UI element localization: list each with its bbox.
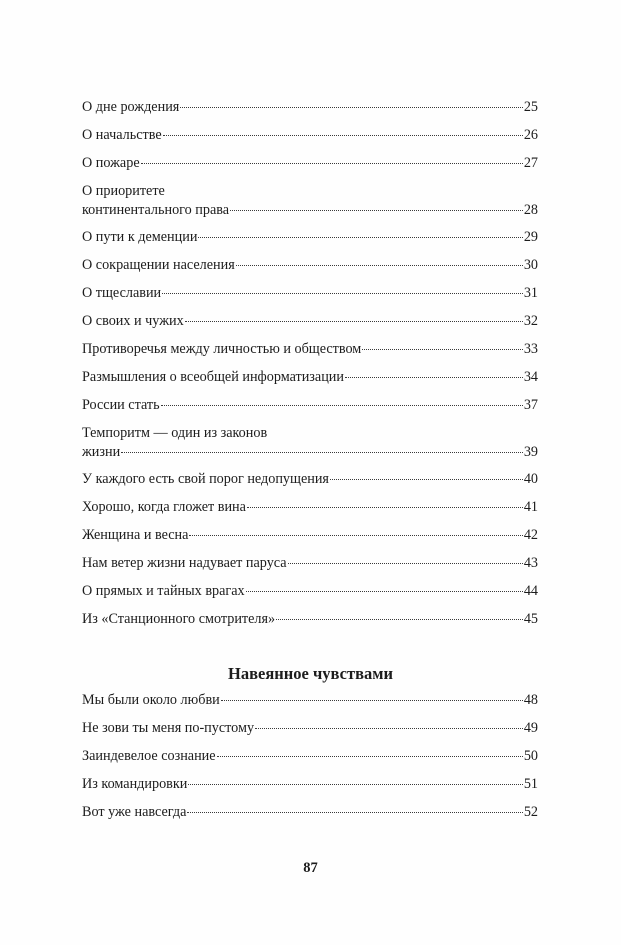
toc-entry[interactable] <box>82 555 538 572</box>
toc-entry-title: Противоречья между личностью и обществом <box>82 341 362 357</box>
toc-entry-page: 28 <box>523 202 538 218</box>
toc-entry-page: 27 <box>523 155 538 171</box>
toc-entry-page: 30 <box>523 257 538 273</box>
dot-leader <box>188 783 522 785</box>
toc-entry[interactable] <box>82 127 538 144</box>
toc-entry[interactable] <box>82 155 538 172</box>
toc-entry[interactable] <box>82 313 538 330</box>
toc-entry-title: О дне рождения <box>82 99 180 115</box>
toc-entry-page: 48 <box>523 692 538 708</box>
toc-entry-page: 33 <box>523 341 538 357</box>
dot-leader <box>246 590 523 592</box>
dot-leader <box>230 209 523 211</box>
toc-entry-page: 26 <box>523 127 538 143</box>
toc-entry-page: 31 <box>523 285 538 301</box>
dot-leader <box>236 264 523 266</box>
toc-entry-title: Темпоритм — один из законов <box>82 425 268 441</box>
dot-leader <box>345 376 523 378</box>
dot-leader <box>180 106 523 108</box>
toc-entry[interactable] <box>82 776 538 793</box>
toc-entry-page: 52 <box>523 804 538 820</box>
toc-entry-title: России стать <box>82 397 160 413</box>
toc-entry-page: 44 <box>523 583 538 599</box>
toc-entry[interactable] <box>82 229 538 246</box>
toc-entry-title: О приоритете <box>82 183 165 199</box>
toc-entry-page: 50 <box>523 748 538 764</box>
toc-entry-page: 39 <box>523 444 538 460</box>
toc-entry[interactable] <box>82 425 538 461</box>
toc-entry-title: Женщина и весна <box>82 527 189 543</box>
toc-entry-page: 49 <box>523 720 538 736</box>
toc-entry[interactable] <box>82 692 538 709</box>
toc-entry-page: 40 <box>523 471 538 487</box>
toc-entry[interactable] <box>82 285 538 302</box>
dot-leader <box>276 618 523 620</box>
dot-leader <box>162 292 523 294</box>
toc-entry-title: О пути к деменции <box>82 229 198 245</box>
section-heading: Навеянное чувствами <box>228 664 393 683</box>
toc-entry[interactable] <box>82 99 538 116</box>
toc-entry-title: Не зови ты меня по-пустому <box>82 720 255 736</box>
toc-entry[interactable] <box>82 804 538 821</box>
dot-leader <box>121 451 523 453</box>
dot-leader <box>362 348 523 350</box>
dot-leader <box>247 506 523 508</box>
toc-entry-page: 45 <box>523 611 538 627</box>
toc-entry-title: О своих и чужих <box>82 313 184 329</box>
toc-entry-title: Мы были около любви <box>82 692 220 708</box>
dot-leader <box>255 727 523 729</box>
toc-entry-page: 37 <box>523 397 538 413</box>
dot-leader <box>141 162 523 164</box>
toc-entry-title: Из командировки <box>82 776 188 792</box>
page-number: 87 <box>303 860 318 876</box>
toc-entry-page: 25 <box>523 99 538 115</box>
toc-entry[interactable] <box>82 397 538 414</box>
toc-entry[interactable] <box>82 369 538 386</box>
toc-entry[interactable] <box>82 183 538 219</box>
toc-entry-page: 42 <box>523 527 538 543</box>
toc-entry-page: 51 <box>523 776 538 792</box>
toc-entry[interactable] <box>82 583 538 600</box>
toc-entry-title: Размышления о всеобщей информатизации <box>82 369 344 385</box>
dot-leader <box>288 562 523 564</box>
toc-entry[interactable] <box>82 499 538 516</box>
dot-leader <box>217 755 523 757</box>
toc-entry-page: 32 <box>523 313 538 329</box>
dot-leader <box>187 811 522 813</box>
toc-entry[interactable] <box>82 341 538 358</box>
toc-entry-title-continued: континентального права <box>82 202 230 218</box>
toc-entry-title: О начальстве <box>82 127 162 143</box>
toc-entry[interactable] <box>82 748 538 765</box>
toc-entry-title: Нам ветер жизни надувает паруса <box>82 555 287 571</box>
dot-leader <box>330 478 523 480</box>
toc-entry-title: О прямых и тайных врагах <box>82 583 245 599</box>
toc-entry-title: Заиндевелое сознание <box>82 748 216 764</box>
toc-entry-title: Из «Станционного смотрителя» <box>82 611 276 627</box>
dot-leader <box>163 134 523 136</box>
toc-entry-title: О пожаре <box>82 155 140 171</box>
toc-entry[interactable] <box>82 527 538 544</box>
toc-entry-title: О тщеславии <box>82 285 162 301</box>
dot-leader <box>221 699 523 701</box>
toc-entry[interactable] <box>82 611 538 628</box>
toc-entry-title: Вот уже навсегда <box>82 804 187 820</box>
toc-entry-page: 43 <box>523 555 538 571</box>
toc-entry-title: У каждого есть свой порог недопущения <box>82 471 329 487</box>
dot-leader <box>185 320 523 322</box>
dot-leader <box>198 236 522 238</box>
toc-entry[interactable] <box>82 720 538 737</box>
toc-entry[interactable] <box>82 471 538 488</box>
toc-entry-title: Хорошо, когда гложет вина <box>82 499 246 515</box>
toc-entry[interactable] <box>82 257 538 274</box>
toc-entry-page: 41 <box>523 499 538 515</box>
toc-entry-page: 29 <box>523 229 538 245</box>
toc-entry-page: 34 <box>523 369 538 385</box>
dot-leader <box>189 534 522 536</box>
toc-entry-title: О сокращении населения <box>82 257 235 273</box>
dot-leader <box>161 404 523 406</box>
toc-entry-title-continued: жизни <box>82 444 121 460</box>
